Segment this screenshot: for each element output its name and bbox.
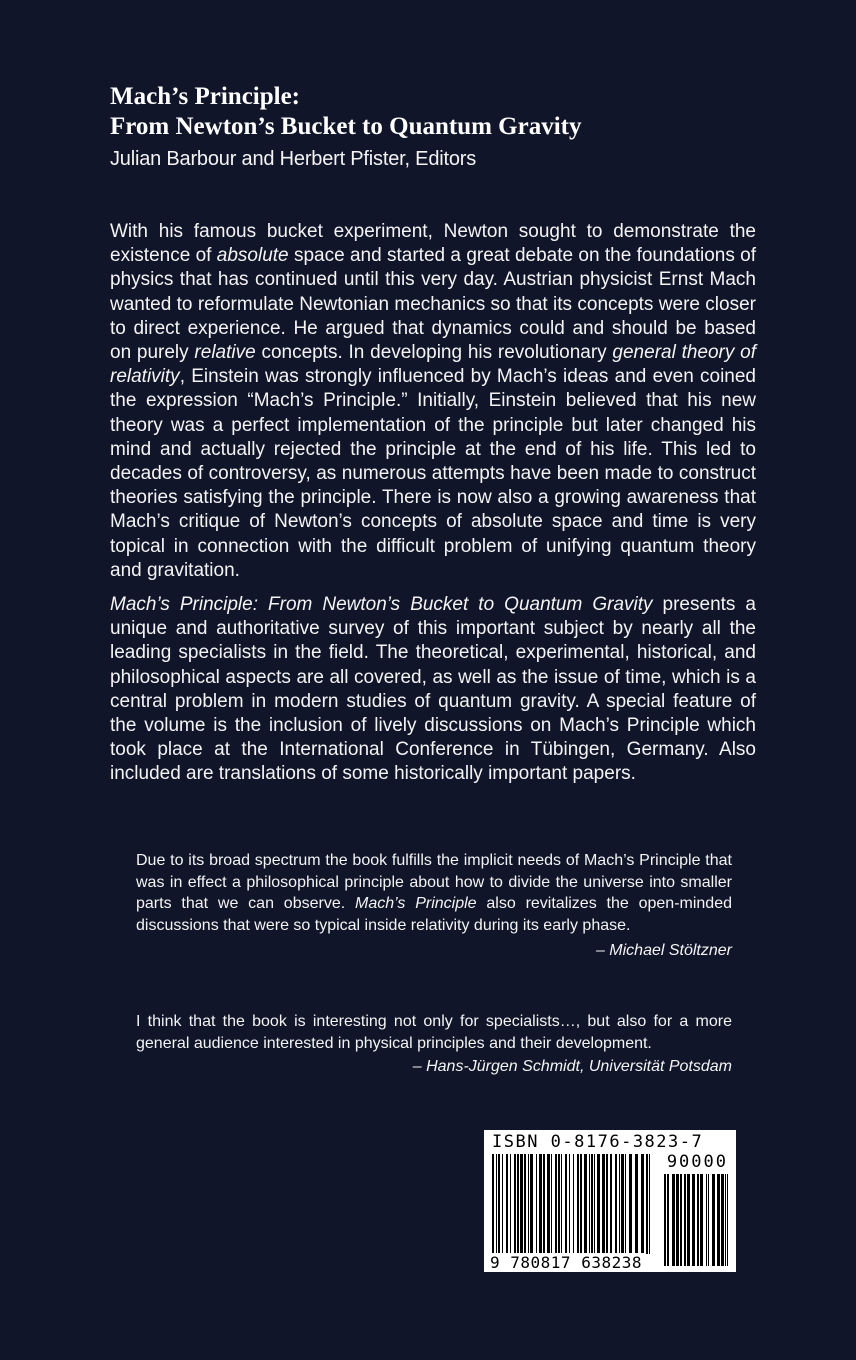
- addon-bar: [687, 1174, 690, 1266]
- ean-bar: [621, 1154, 624, 1254]
- addon-bar: [725, 1174, 726, 1266]
- ean-bar: [506, 1154, 508, 1254]
- ean-bar: [558, 1154, 560, 1254]
- addon-bar: [692, 1174, 695, 1266]
- ean-bar: [561, 1154, 562, 1254]
- addon-bar: [680, 1174, 682, 1266]
- description-paragraph-2: Mach’s Principle: From Newton’s Bucket to Quantum Gravity presents a unique and authoritative survey of this important subject by nearly all the leading specialists in the field. The theoretical, experimental, historical, and philosophical aspects are all covered, as well as the issue of time, which is a central problem in modern studies of quantum gravity. A special feature of the volume is the inclusion of lively discussions on Mach’s Principle which took place at the International Conference in Tübingen, Germany. Also included are translations of some historically important papers.: [110, 594, 756, 785]
- isbn-label: ISBN 0-8176-3823-7: [492, 1132, 704, 1152]
- ean-bar: [629, 1154, 632, 1254]
- description-paragraph-1: With his famous bucket experiment, Newton sought to demonstrate the existence of absolute space and started a great debate on the foundations of physics that has continued until this very day. Austrian physicist Ernst Mach wanted to reformulate Newtonian mechanics so that its concepts were closer to direct experience. He argued that dynamics could and should be based on purely relative concepts. In developing his revolutionary general theory of relativity, Einstein was strongly influenced by Mach’s ideas and even coined the expression “Mach’s Principle.” Initially, Einstein believed that his new theory was a perfect implementation of the principle but later changed his mind and actually rejected the principle at the end of his life. This led to decades of controversy, as numerous attempts have been made to construct theories satisfying the principle. There is now also a growing awareness that Mach’s critique of Newton’s concepts of absolute space and time is very topical in connection with the difficult problem of unifying quantum theory and gravitation.: [110, 221, 757, 581]
- review-1-attribution: – Michael Stöltzner: [595, 942, 732, 960]
- ean-bar: [649, 1154, 650, 1254]
- review-2-attribution: – Hans-Jürgen Schmidt, Universität Potsdam: [412, 1058, 732, 1076]
- ean-bar: [635, 1154, 638, 1254]
- editors-line: Julian Barbour and Herbert Pfister, Editors: [110, 148, 477, 170]
- italic-run: relative: [194, 342, 256, 364]
- addon-bar: [700, 1174, 703, 1266]
- ean-bar: [510, 1154, 511, 1254]
- ean-bar: [530, 1154, 533, 1254]
- ean-bar: [514, 1154, 516, 1254]
- ean-number: 9 780817 638238: [490, 1253, 642, 1272]
- ean-bar: [492, 1154, 494, 1254]
- isbn-barcode: [484, 1130, 736, 1272]
- title-line-1: Mach’s Principle:: [110, 83, 301, 110]
- ean-bar: [597, 1154, 600, 1254]
- ean-bar: [524, 1154, 526, 1254]
- ean-bar: [584, 1154, 587, 1254]
- ean-bar: [602, 1154, 605, 1254]
- addon-bar: [727, 1174, 728, 1266]
- italic-run: Mach’s Principle: [355, 895, 477, 913]
- ean-bar: [619, 1154, 620, 1254]
- italic-run: absolute: [216, 245, 289, 267]
- addon-bar: [664, 1174, 666, 1266]
- ean-bar: [606, 1154, 608, 1254]
- ean-bar: [591, 1154, 593, 1254]
- ean-bar: [543, 1154, 545, 1254]
- description: [110, 220, 756, 787]
- addon-number: 90000: [666, 1152, 728, 1172]
- addon-bar: [676, 1174, 679, 1266]
- ean-bar: [573, 1154, 574, 1254]
- ean-bar: [577, 1154, 579, 1254]
- italic-run: Mach’s Principle: From Newton’s Bucket to Quantum Gravity: [110, 594, 653, 616]
- ean-bar: [496, 1154, 497, 1254]
- review-quote-1: [136, 850, 732, 962]
- book-title: [110, 82, 582, 142]
- review-quote-2: [136, 1011, 732, 1078]
- ean-bar: [580, 1154, 582, 1254]
- ean-bar: [610, 1154, 612, 1254]
- ean-bar: [594, 1154, 595, 1254]
- addon-bar: [717, 1174, 720, 1266]
- review-1-text: Due to its broad spectrum the book fulfills the implicit needs of Mach’s Principle that was in effect a philosophical principle about how to divide the universe into smaller parts that we can observe. Mach’s Principle also revitalizes the open-minded discussions that were so typical inside relativity during its early phase.: [136, 852, 732, 934]
- ean-bar: [547, 1154, 550, 1254]
- title-line-2: From Newton’s Bucket to Quantum Gravity: [110, 113, 582, 140]
- ean-bar: [646, 1154, 648, 1254]
- ean-bar: [551, 1154, 552, 1254]
- ean-bar: [615, 1154, 617, 1254]
- review-2-text: I think that the book is interesting not only for specialists…, but also for a more general audience interested in physical principles and their development.: [136, 1013, 732, 1052]
- addon-bar: [672, 1174, 675, 1266]
- ean-bar: [569, 1154, 570, 1254]
- ean-bar: [565, 1154, 567, 1254]
- italic-run: general theory of relativity: [110, 342, 756, 388]
- ean-bar: [539, 1154, 542, 1254]
- addon-bar: [697, 1174, 699, 1266]
- addon-bar: [667, 1174, 669, 1266]
- ean-bar: [498, 1154, 500, 1254]
- ean-bar: [502, 1154, 503, 1254]
- ean-bar: [589, 1154, 590, 1254]
- ean-bar: [528, 1154, 529, 1254]
- addon-bar: [721, 1174, 724, 1266]
- ean-bar: [625, 1154, 626, 1254]
- ean-bar: [520, 1154, 523, 1254]
- addon-bar: [706, 1174, 707, 1266]
- ean-bar: [536, 1154, 537, 1254]
- ean-bar: [517, 1154, 519, 1254]
- ean-bar: [641, 1154, 644, 1254]
- ean-bar: [555, 1154, 557, 1254]
- addon-bar: [684, 1174, 686, 1266]
- addon-bar: [712, 1174, 715, 1266]
- addon-bar: [708, 1174, 709, 1266]
